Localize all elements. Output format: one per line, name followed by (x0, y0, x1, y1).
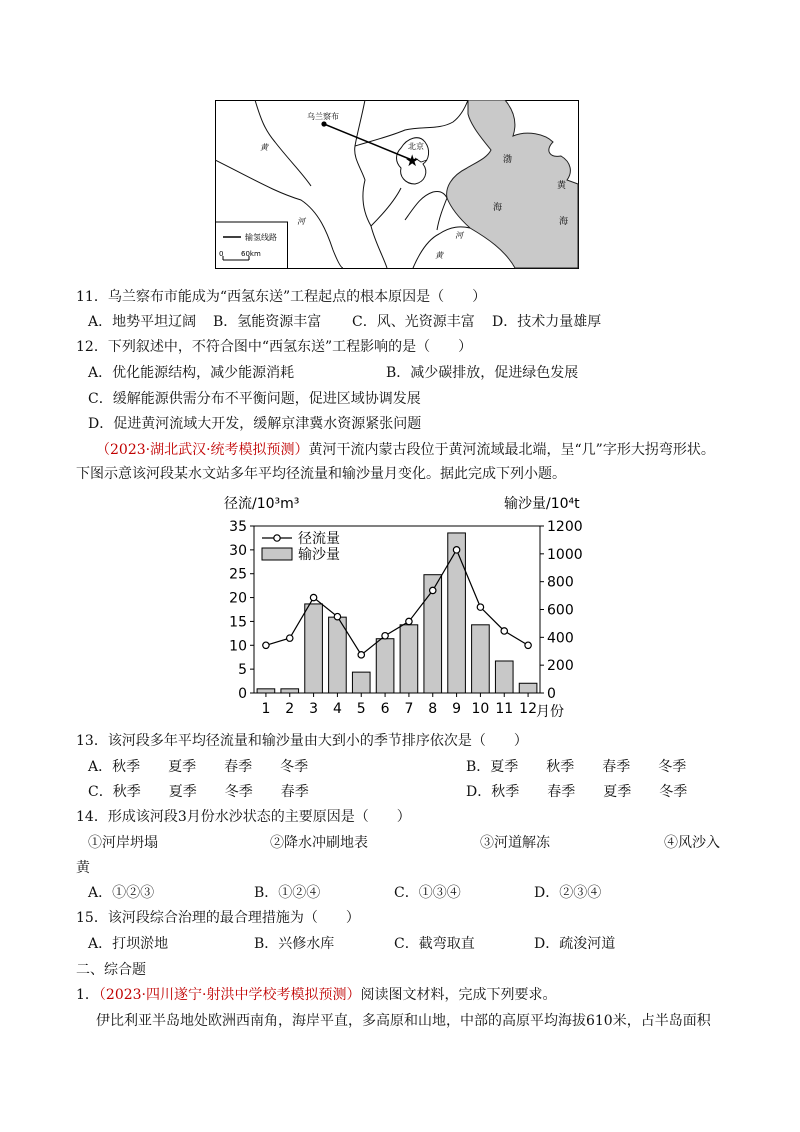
x-tick-label: 6 (380, 701, 390, 717)
section-2-heading: 二、综合题 (76, 962, 146, 978)
x-tick-label: 5 (356, 701, 366, 717)
scale-value-label: 60km (241, 250, 261, 258)
y-axis-right-title: 输沙量/10⁴t (504, 496, 580, 512)
legend-line-label: 径流量 (298, 531, 340, 547)
ulanqab-label: 乌兰察布 (307, 112, 339, 121)
q14-option-d[interactable]: D．②③④ (534, 885, 602, 901)
q1-source: （2023·四川遂宁·射洪中学校考模拟预测） (98, 987, 361, 1003)
q14-option-a[interactable]: A．①②③ (88, 885, 155, 901)
sediment-bar (448, 533, 466, 693)
q15-option-d[interactable]: D．疏浚河道 (534, 936, 616, 952)
sediment-bar (376, 639, 394, 693)
sediment-bar (519, 683, 537, 693)
sea-label: 渤 (503, 155, 513, 165)
river-label: 河 (297, 217, 305, 226)
q12-option-a[interactable]: A．优化能源结构，减少能源消耗 (88, 365, 295, 381)
legend-bar-label: 输沙量 (298, 547, 340, 563)
q14-option-b[interactable]: B．①②④ (254, 885, 321, 901)
x-tick-label: 2 (285, 701, 295, 717)
legend-bar-swatch (262, 548, 292, 560)
passage-line-2: 下图示意该河段某水文站多年平均径流量和输沙量月变化。据此完成下列小题。 (76, 466, 566, 482)
sea-label: 黄 (557, 181, 567, 191)
runoff-point (477, 604, 483, 610)
q15-option-c[interactable]: C．截弯取直 (394, 936, 475, 952)
x-axis-title: 月份 (536, 704, 564, 720)
sediment-bar (400, 625, 418, 693)
section-2-question-1 (76, 985, 556, 1005)
q1-prompt: 阅读图文材料，完成下列要求。 (360, 987, 557, 1003)
x-tick-label: 12 (519, 701, 537, 717)
question-13-stem: 13．该河段多年平均径流量和输沙量由大到小的季节排序依次是（ ） (76, 733, 528, 749)
q13-option-c[interactable]: C．秋季 夏季 冬季 春季 (88, 784, 309, 800)
scale-zero-label: 0 (219, 250, 224, 258)
y-left-tick-label: 15 (229, 614, 247, 631)
beijing-label: 北京 (408, 142, 424, 151)
q14-item-1: ①河岸坍塌 (88, 835, 158, 851)
runoff-point (382, 633, 388, 639)
river-label: 河 (455, 231, 463, 240)
y-right-tick-label: 200 (547, 658, 574, 675)
star-icon: ★ (405, 151, 420, 170)
legend-line-marker (274, 535, 280, 541)
sediment-bar (495, 661, 513, 693)
question-11-stem: 11．乌兰察布市能成为“西氢东送”工程起点的根本原因是（ ） (76, 289, 487, 305)
q11-option-a[interactable]: A．地势平坦辽阔 (88, 314, 197, 330)
river-label: 黄 (260, 143, 268, 152)
y-left-tick-label: 25 (229, 566, 247, 583)
q13-option-a[interactable]: A．秋季 夏季 春季 冬季 (88, 759, 309, 775)
runoff-point (310, 594, 316, 600)
hydrogen-pipeline-map (215, 100, 579, 269)
q11-option-c[interactable]: C．风、光资源丰富 (352, 314, 475, 330)
passage-source: （2023·湖北武汉·统考模拟预测） (96, 442, 309, 458)
q11-option-d[interactable]: D．技术力量雄厚 (492, 314, 602, 330)
sediment-bar (281, 689, 299, 693)
y-right-tick-label: 800 (547, 574, 574, 591)
runoff-point (406, 618, 412, 624)
q12-option-b[interactable]: B．减少碳排放，促进绿色发展 (386, 365, 579, 381)
question-15-stem: 15．该河段综合治理的最合理措施为（ ） (76, 910, 360, 926)
q14-item-4: ④风沙入 (664, 835, 720, 851)
q1-number: 1． (76, 987, 99, 1003)
sediment-bar (329, 617, 347, 693)
y-right-tick-label: 400 (547, 630, 574, 647)
y-left-tick-label: 20 (229, 590, 247, 607)
section-2-passage: 伊比利亚半岛地处欧洲西南角，海岸平直，多高原和山地，中部的高原平均海拔610米，占半岛面积 (96, 1013, 711, 1029)
x-tick-label: 11 (495, 701, 514, 717)
x-tick-label: 10 (471, 701, 490, 717)
passage-line-1 (96, 440, 715, 460)
y-right-tick-label: 600 (547, 602, 574, 619)
y-axis-left-title: 径流/10³m³ (224, 496, 300, 512)
y-left-tick-label: 5 (238, 662, 247, 679)
q14-item-4-wrap: 黄 (76, 860, 90, 876)
sediment-bar (472, 625, 490, 693)
runoff-point (501, 628, 507, 634)
q14-item-2: ②降水冲刷地表 (270, 835, 368, 851)
y-right-tick-label: 1200 (547, 519, 583, 535)
y-right-tick-label: 0 (547, 686, 556, 702)
q15-option-a[interactable]: A．打坝淤地 (88, 936, 169, 952)
q14-item-3: ③河道解冻 (480, 835, 550, 851)
x-tick-label: 3 (309, 701, 319, 717)
q11-option-b[interactable]: B．氢能资源丰富 (213, 314, 322, 330)
runoff-point (287, 635, 293, 641)
x-tick-label: 1 (261, 701, 271, 717)
sea-label: 海 (493, 203, 503, 213)
question-12-stem: 12．下列叙述中，不符合图中“西氢东送”工程影响的是（ ） (76, 339, 473, 355)
runoff-point (358, 652, 364, 658)
y-right-tick-label: 1000 (547, 546, 583, 563)
sea-label: 海 (559, 217, 569, 227)
passage-text-1: 黄河干流内蒙古段位于黄河流域最北端，呈“几”字形大拐弯形状。 (308, 442, 715, 458)
y-left-tick-label: 30 (229, 542, 247, 559)
y-left-tick-label: 0 (238, 686, 247, 702)
ulanqab-dot (321, 121, 326, 126)
runoff-point (263, 642, 269, 648)
q14-option-c[interactable]: C．①③④ (394, 885, 461, 901)
runoff-point (453, 547, 459, 553)
river-label: 黄 (435, 251, 443, 260)
sediment-bar (305, 604, 323, 693)
sediment-bar (257, 689, 275, 693)
question-14-stem: 14．形成该河段3月份水沙状态的主要原因是（ ） (76, 809, 411, 825)
runoff-point (430, 587, 436, 593)
y-left-tick-label: 35 (229, 519, 247, 535)
x-tick-label: 4 (332, 701, 342, 717)
sediment-bar (352, 672, 370, 693)
x-tick-label: 9 (452, 701, 462, 717)
map-legend (216, 222, 288, 269)
runoff-point (334, 613, 340, 619)
q13-option-b[interactable]: B．夏季 秋季 春季 冬季 (466, 759, 687, 775)
q13-option-d[interactable]: D．秋季 春季 夏季 冬季 (466, 784, 688, 800)
y-left-tick-label: 10 (229, 638, 247, 655)
runoff-sediment-chart (218, 490, 588, 722)
legend-pipeline-label: 输氢线路 (245, 233, 277, 242)
x-tick-label: 7 (404, 701, 414, 717)
q12-option-c[interactable]: C．缓解能源供需分布不平衡问题，促进区域协调发展 (88, 391, 421, 407)
q15-option-b[interactable]: B．兴修水库 (254, 936, 335, 952)
q12-option-d[interactable]: D．促进黄河流域大开发，缓解京津冀水资源紧张问题 (88, 416, 422, 432)
runoff-point (525, 642, 531, 648)
x-tick-label: 8 (428, 701, 438, 717)
